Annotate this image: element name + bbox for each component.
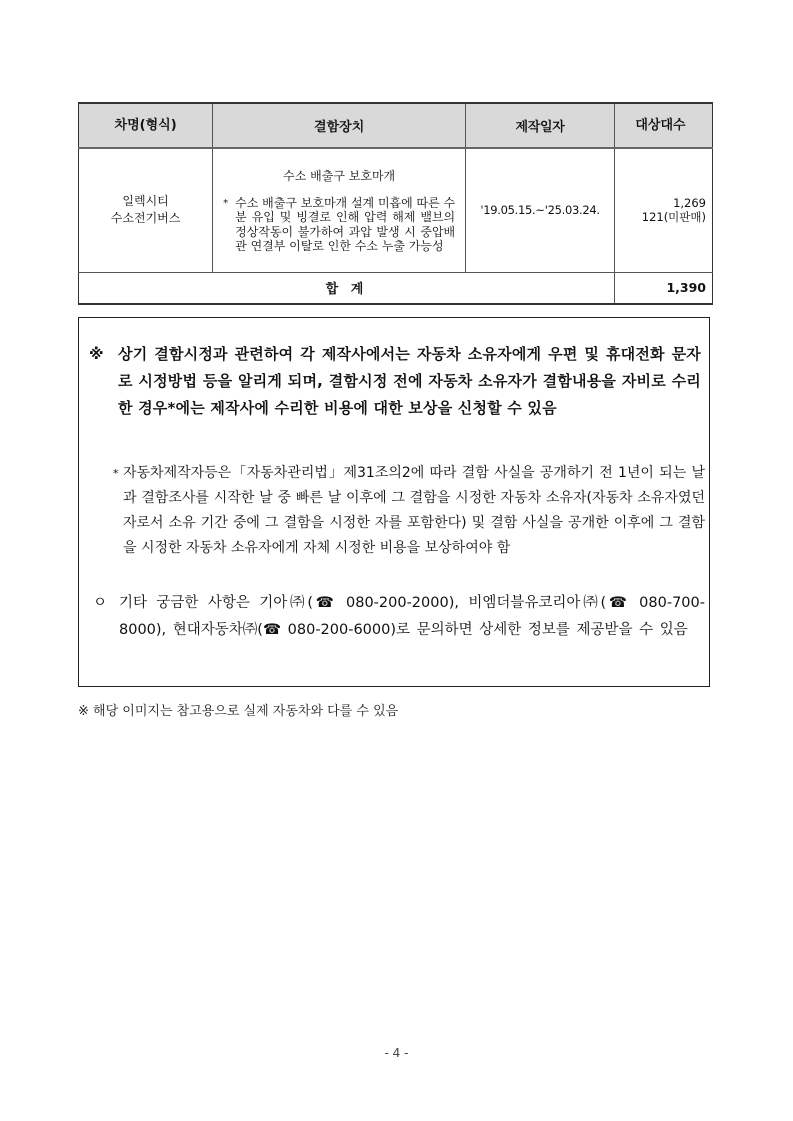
device-title: 수소 배출구 보호마개	[283, 168, 396, 183]
vehicle-cell	[79, 148, 213, 272]
notice-footnote-text: 자동차제작자등은「자동차관리법」제31조의2에 따라 결함 사실을 공개하기 전 1년이 되는 날과 결함조사를 시작한 날 중 빠른 날 이후에 그 결함을 시정한 자동차 소유자(자동차 소유자였던 자로서 소유 기간 중에 그 결함을 시정한 자를 포함한다) 및 결함 사실을 공개한 이후에 그 결함을 시정한 자동차 소유자에게 자체 시정한 비용을 보상하여야 함	[123, 465, 705, 556]
notice-footnote	[113, 461, 705, 561]
recall-table	[78, 102, 713, 305]
total-value: 1,390	[614, 272, 712, 304]
total-label: 합 계	[79, 272, 615, 304]
count-unsold: 121(미판매)	[641, 210, 706, 225]
device-note-text: 수소 배출구 보호마개 설계 미흡에 따른 수분 유입 및 빙결로 인해 압력 해제 밸브의 정상작동이 불가하여 과압 발생 시 중압배관 연결부 이탈로 인한 수소 누출 가능성	[235, 195, 456, 254]
asterisk-mark: *	[113, 467, 119, 480]
header-production-date: 제작일자	[466, 103, 615, 148]
notice-main-text: 상기 결함시정과 관련하여 각 제작사에서는 자동차 소유자에게 우편 및 휴대전화 문자로 시정방법 등을 알리게 되며, 결함시정 전에 자동차 소유자가 결함내용을 자비로 수리한 경우*에는 제작사에 수리한 비용에 대한 보상을 신청할 수 있음	[118, 345, 701, 417]
notice-contact-text: 기타 궁금한 사항은 기아㈜(☎ 080-200-2000), 비엠더블유코리아㈜(☎ 080-700-8000), 현대자동차㈜(☎ 080-200-6000)로 문의하면 상세한 정보를 제공받을 수 있음	[119, 595, 705, 638]
reference-mark-icon: ※	[89, 345, 104, 363]
page-number: - 4 -	[384, 1046, 409, 1060]
header-target-count: 대상대수	[614, 103, 712, 148]
asterisk-mark: *	[223, 197, 229, 209]
notice-contact	[93, 590, 705, 644]
image-disclaimer: ※ 해당 이미지는 참고용으로 실제 자동차와 다를 수 있음	[78, 704, 399, 719]
table-row	[79, 148, 713, 272]
total-row	[79, 272, 713, 304]
table-header-row	[79, 103, 713, 148]
count-sold: 1,269	[673, 196, 706, 211]
target-count-cell	[614, 148, 712, 272]
notice-main	[89, 341, 701, 422]
header-vehicle: 차명(형식)	[79, 103, 213, 148]
defect-device-cell	[213, 148, 466, 272]
vehicle-type: 수소전기버스	[110, 211, 181, 226]
bullet-circle-icon: ㅇ	[93, 595, 108, 611]
production-period-cell: '19.05.15.~'25.03.24.	[466, 148, 615, 272]
vehicle-name: 일렉시티	[122, 194, 169, 209]
header-defect-device: 결함장치	[213, 103, 466, 148]
device-note	[223, 196, 455, 254]
notice-box	[78, 317, 710, 687]
